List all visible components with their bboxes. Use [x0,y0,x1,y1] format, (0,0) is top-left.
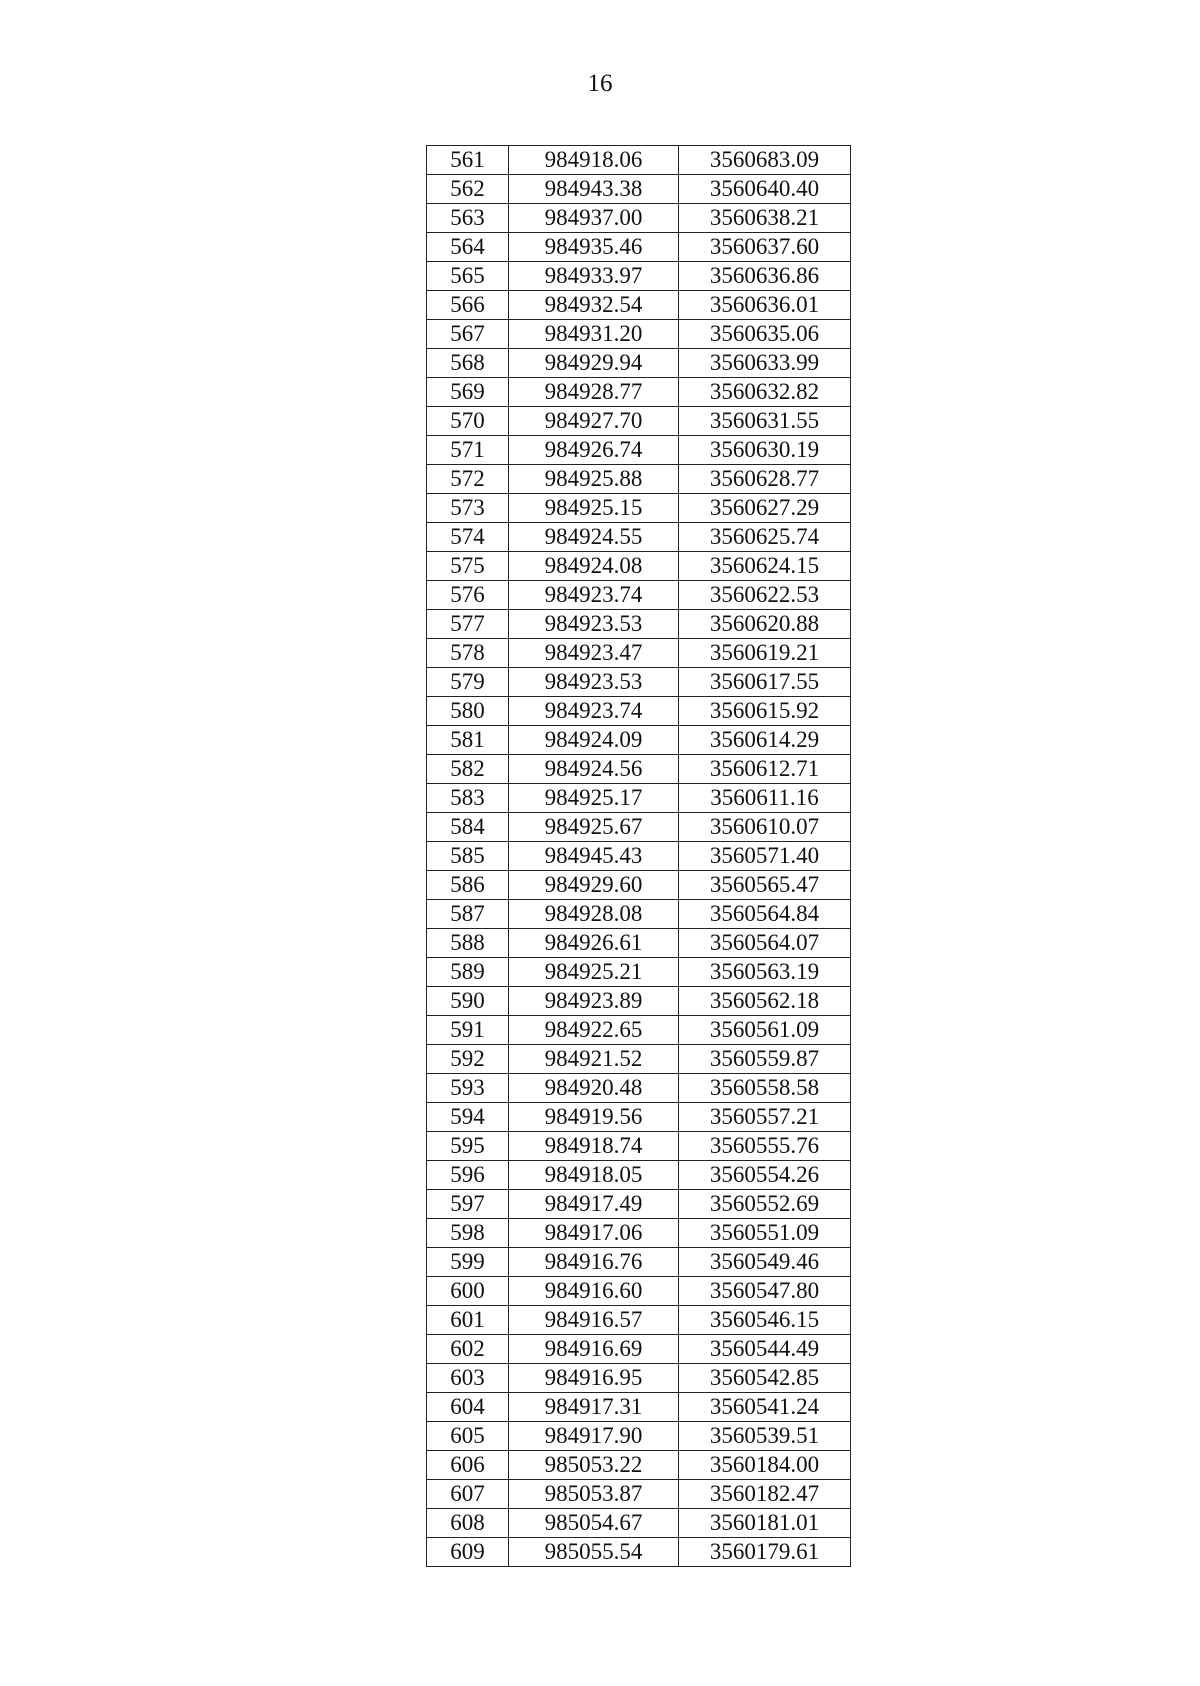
x-coordinate-cell: 984916.76 [509,1248,679,1277]
point-number-cell: 583 [427,784,509,813]
y-coordinate-cell: 3560561.09 [679,1016,851,1045]
table-row [427,1422,851,1451]
y-coordinate-cell: 3560552.69 [679,1190,851,1219]
y-coordinate-cell: 3560632.82 [679,378,851,407]
table-row [427,1132,851,1161]
y-coordinate-cell: 3560571.40 [679,842,851,871]
point-number-cell: 581 [427,726,509,755]
table-row [427,958,851,987]
x-coordinate-cell: 984929.94 [509,349,679,378]
y-coordinate-cell: 3560617.55 [679,668,851,697]
y-coordinate-cell: 3560615.92 [679,697,851,726]
point-number-cell: 574 [427,523,509,552]
x-coordinate-cell: 984932.54 [509,291,679,320]
x-coordinate-cell: 984923.53 [509,668,679,697]
table-row [427,436,851,465]
y-coordinate-cell: 3560636.01 [679,291,851,320]
page-number: 16 [587,70,613,97]
table-row [427,929,851,958]
y-coordinate-cell: 3560620.88 [679,610,851,639]
point-number-cell: 608 [427,1509,509,1538]
table-row [427,639,851,668]
table-row [427,1277,851,1306]
point-number-cell: 606 [427,1451,509,1480]
y-coordinate-cell: 3560544.49 [679,1335,851,1364]
x-coordinate-cell: 984916.57 [509,1306,679,1335]
point-number-cell: 579 [427,668,509,697]
point-number-cell: 600 [427,1277,509,1306]
point-number-cell: 586 [427,871,509,900]
table-row [427,378,851,407]
x-coordinate-cell: 984918.74 [509,1132,679,1161]
point-number-cell: 592 [427,1045,509,1074]
point-number-cell: 599 [427,1248,509,1277]
point-number-cell: 566 [427,291,509,320]
table-row [427,1364,851,1393]
x-coordinate-cell: 984926.61 [509,929,679,958]
y-coordinate-cell: 3560612.71 [679,755,851,784]
y-coordinate-cell: 3560611.16 [679,784,851,813]
y-coordinate-cell: 3560628.77 [679,465,851,494]
x-coordinate-cell: 984928.08 [509,900,679,929]
table-row [427,1248,851,1277]
table-row [427,581,851,610]
point-number-cell: 562 [427,175,509,204]
point-number-cell: 573 [427,494,509,523]
point-number-cell: 609 [427,1538,509,1567]
table-row [427,697,851,726]
table-row [427,1451,851,1480]
table-row [427,1161,851,1190]
x-coordinate-cell: 984923.74 [509,581,679,610]
point-number-cell: 576 [427,581,509,610]
x-coordinate-cell: 984919.56 [509,1103,679,1132]
x-coordinate-cell: 984918.06 [509,146,679,175]
x-coordinate-cell: 984916.95 [509,1364,679,1393]
x-coordinate-cell: 984918.05 [509,1161,679,1190]
point-number-cell: 568 [427,349,509,378]
table-row [427,407,851,436]
table-row [427,755,851,784]
x-coordinate-cell: 984923.47 [509,639,679,668]
coordinates-table [426,145,851,1567]
y-coordinate-cell: 3560181.01 [679,1509,851,1538]
table-row [427,1480,851,1509]
table-row [427,1103,851,1132]
x-coordinate-cell: 984926.74 [509,436,679,465]
x-coordinate-cell: 984927.70 [509,407,679,436]
y-coordinate-cell: 3560633.99 [679,349,851,378]
y-coordinate-cell: 3560624.15 [679,552,851,581]
x-coordinate-cell: 985054.67 [509,1509,679,1538]
table-row [427,552,851,581]
y-coordinate-cell: 3560564.84 [679,900,851,929]
y-coordinate-cell: 3560557.21 [679,1103,851,1132]
table-row [427,987,851,1016]
y-coordinate-cell: 3560542.85 [679,1364,851,1393]
x-coordinate-cell: 984925.88 [509,465,679,494]
y-coordinate-cell: 3560640.40 [679,175,851,204]
table-row [427,204,851,233]
point-number-cell: 607 [427,1480,509,1509]
table-row [427,1219,851,1248]
y-coordinate-cell: 3560619.21 [679,639,851,668]
x-coordinate-cell: 984917.06 [509,1219,679,1248]
x-coordinate-cell: 985053.87 [509,1480,679,1509]
y-coordinate-cell: 3560541.24 [679,1393,851,1422]
x-coordinate-cell: 985055.54 [509,1538,679,1567]
point-number-cell: 563 [427,204,509,233]
table-row [427,523,851,552]
table-row [427,291,851,320]
y-coordinate-cell: 3560614.29 [679,726,851,755]
point-number-cell: 601 [427,1306,509,1335]
point-number-cell: 584 [427,813,509,842]
table-row [427,784,851,813]
point-number-cell: 590 [427,987,509,1016]
x-coordinate-cell: 984929.60 [509,871,679,900]
table-row [427,871,851,900]
point-number-cell: 598 [427,1219,509,1248]
x-coordinate-cell: 984935.46 [509,233,679,262]
y-coordinate-cell: 3560635.06 [679,320,851,349]
table-row [427,813,851,842]
y-coordinate-cell: 3560622.53 [679,581,851,610]
x-coordinate-cell: 984920.48 [509,1074,679,1103]
x-coordinate-cell: 984924.09 [509,726,679,755]
point-number-cell: 597 [427,1190,509,1219]
point-number-cell: 575 [427,552,509,581]
point-number-cell: 561 [427,146,509,175]
y-coordinate-cell: 3560551.09 [679,1219,851,1248]
x-coordinate-cell: 984923.89 [509,987,679,1016]
point-number-cell: 570 [427,407,509,436]
table-row [427,1190,851,1219]
x-coordinate-cell: 984923.53 [509,610,679,639]
table-row [427,175,851,204]
table-row [427,1335,851,1364]
y-coordinate-cell: 3560554.26 [679,1161,851,1190]
point-number-cell: 569 [427,378,509,407]
x-coordinate-cell: 984925.67 [509,813,679,842]
point-number-cell: 595 [427,1132,509,1161]
y-coordinate-cell: 3560559.87 [679,1045,851,1074]
table-row [427,900,851,929]
point-number-cell: 580 [427,697,509,726]
x-coordinate-cell: 984917.31 [509,1393,679,1422]
x-coordinate-cell: 984916.69 [509,1335,679,1364]
y-coordinate-cell: 3560565.47 [679,871,851,900]
y-coordinate-cell: 3560631.55 [679,407,851,436]
x-coordinate-cell: 984916.60 [509,1277,679,1306]
x-coordinate-cell: 984931.20 [509,320,679,349]
table-body [427,146,851,1567]
x-coordinate-cell: 984917.90 [509,1422,679,1451]
table-row [427,146,851,175]
point-number-cell: 578 [427,639,509,668]
y-coordinate-cell: 3560179.61 [679,1538,851,1567]
table-row [427,668,851,697]
point-number-cell: 564 [427,233,509,262]
x-coordinate-cell: 984921.52 [509,1045,679,1074]
x-coordinate-cell: 984933.97 [509,262,679,291]
y-coordinate-cell: 3560564.07 [679,929,851,958]
x-coordinate-cell: 985053.22 [509,1451,679,1480]
x-coordinate-cell: 984924.55 [509,523,679,552]
x-coordinate-cell: 984928.77 [509,378,679,407]
y-coordinate-cell: 3560636.86 [679,262,851,291]
point-number-cell: 582 [427,755,509,784]
point-number-cell: 572 [427,465,509,494]
point-number-cell: 605 [427,1422,509,1451]
point-number-cell: 603 [427,1364,509,1393]
point-number-cell: 589 [427,958,509,987]
y-coordinate-cell: 3560630.19 [679,436,851,465]
x-coordinate-cell: 984925.21 [509,958,679,987]
y-coordinate-cell: 3560549.46 [679,1248,851,1277]
x-coordinate-cell: 984925.17 [509,784,679,813]
point-number-cell: 602 [427,1335,509,1364]
x-coordinate-cell: 984943.38 [509,175,679,204]
table-row [427,1393,851,1422]
point-number-cell: 588 [427,929,509,958]
x-coordinate-cell: 984945.43 [509,842,679,871]
y-coordinate-cell: 3560683.09 [679,146,851,175]
y-coordinate-cell: 3560625.74 [679,523,851,552]
y-coordinate-cell: 3560563.19 [679,958,851,987]
table-row [427,842,851,871]
y-coordinate-cell: 3560182.47 [679,1480,851,1509]
point-number-cell: 596 [427,1161,509,1190]
table-row [427,262,851,291]
x-coordinate-cell: 984922.65 [509,1016,679,1045]
table-row [427,494,851,523]
x-coordinate-cell: 984924.56 [509,755,679,784]
point-number-cell: 577 [427,610,509,639]
table-row [427,1509,851,1538]
point-number-cell: 594 [427,1103,509,1132]
point-number-cell: 585 [427,842,509,871]
y-coordinate-cell: 3560555.76 [679,1132,851,1161]
table-row [427,1045,851,1074]
table-row [427,233,851,262]
table-row [427,320,851,349]
table-row [427,1016,851,1045]
point-number-cell: 593 [427,1074,509,1103]
table-row [427,1074,851,1103]
table-row [427,1538,851,1567]
point-number-cell: 587 [427,900,509,929]
table-row [427,349,851,378]
x-coordinate-cell: 984925.15 [509,494,679,523]
y-coordinate-cell: 3560610.07 [679,813,851,842]
table-row [427,610,851,639]
point-number-cell: 571 [427,436,509,465]
point-number-cell: 565 [427,262,509,291]
x-coordinate-cell: 984923.74 [509,697,679,726]
y-coordinate-cell: 3560558.58 [679,1074,851,1103]
y-coordinate-cell: 3560627.29 [679,494,851,523]
table-row [427,1306,851,1335]
x-coordinate-cell: 984937.00 [509,204,679,233]
y-coordinate-cell: 3560539.51 [679,1422,851,1451]
x-coordinate-cell: 984924.08 [509,552,679,581]
y-coordinate-cell: 3560546.15 [679,1306,851,1335]
point-number-cell: 567 [427,320,509,349]
y-coordinate-cell: 3560638.21 [679,204,851,233]
table-row [427,465,851,494]
y-coordinate-cell: 3560547.80 [679,1277,851,1306]
y-coordinate-cell: 3560637.60 [679,233,851,262]
point-number-cell: 591 [427,1016,509,1045]
table-row [427,726,851,755]
y-coordinate-cell: 3560562.18 [679,987,851,1016]
x-coordinate-cell: 984917.49 [509,1190,679,1219]
y-coordinate-cell: 3560184.00 [679,1451,851,1480]
point-number-cell: 604 [427,1393,509,1422]
